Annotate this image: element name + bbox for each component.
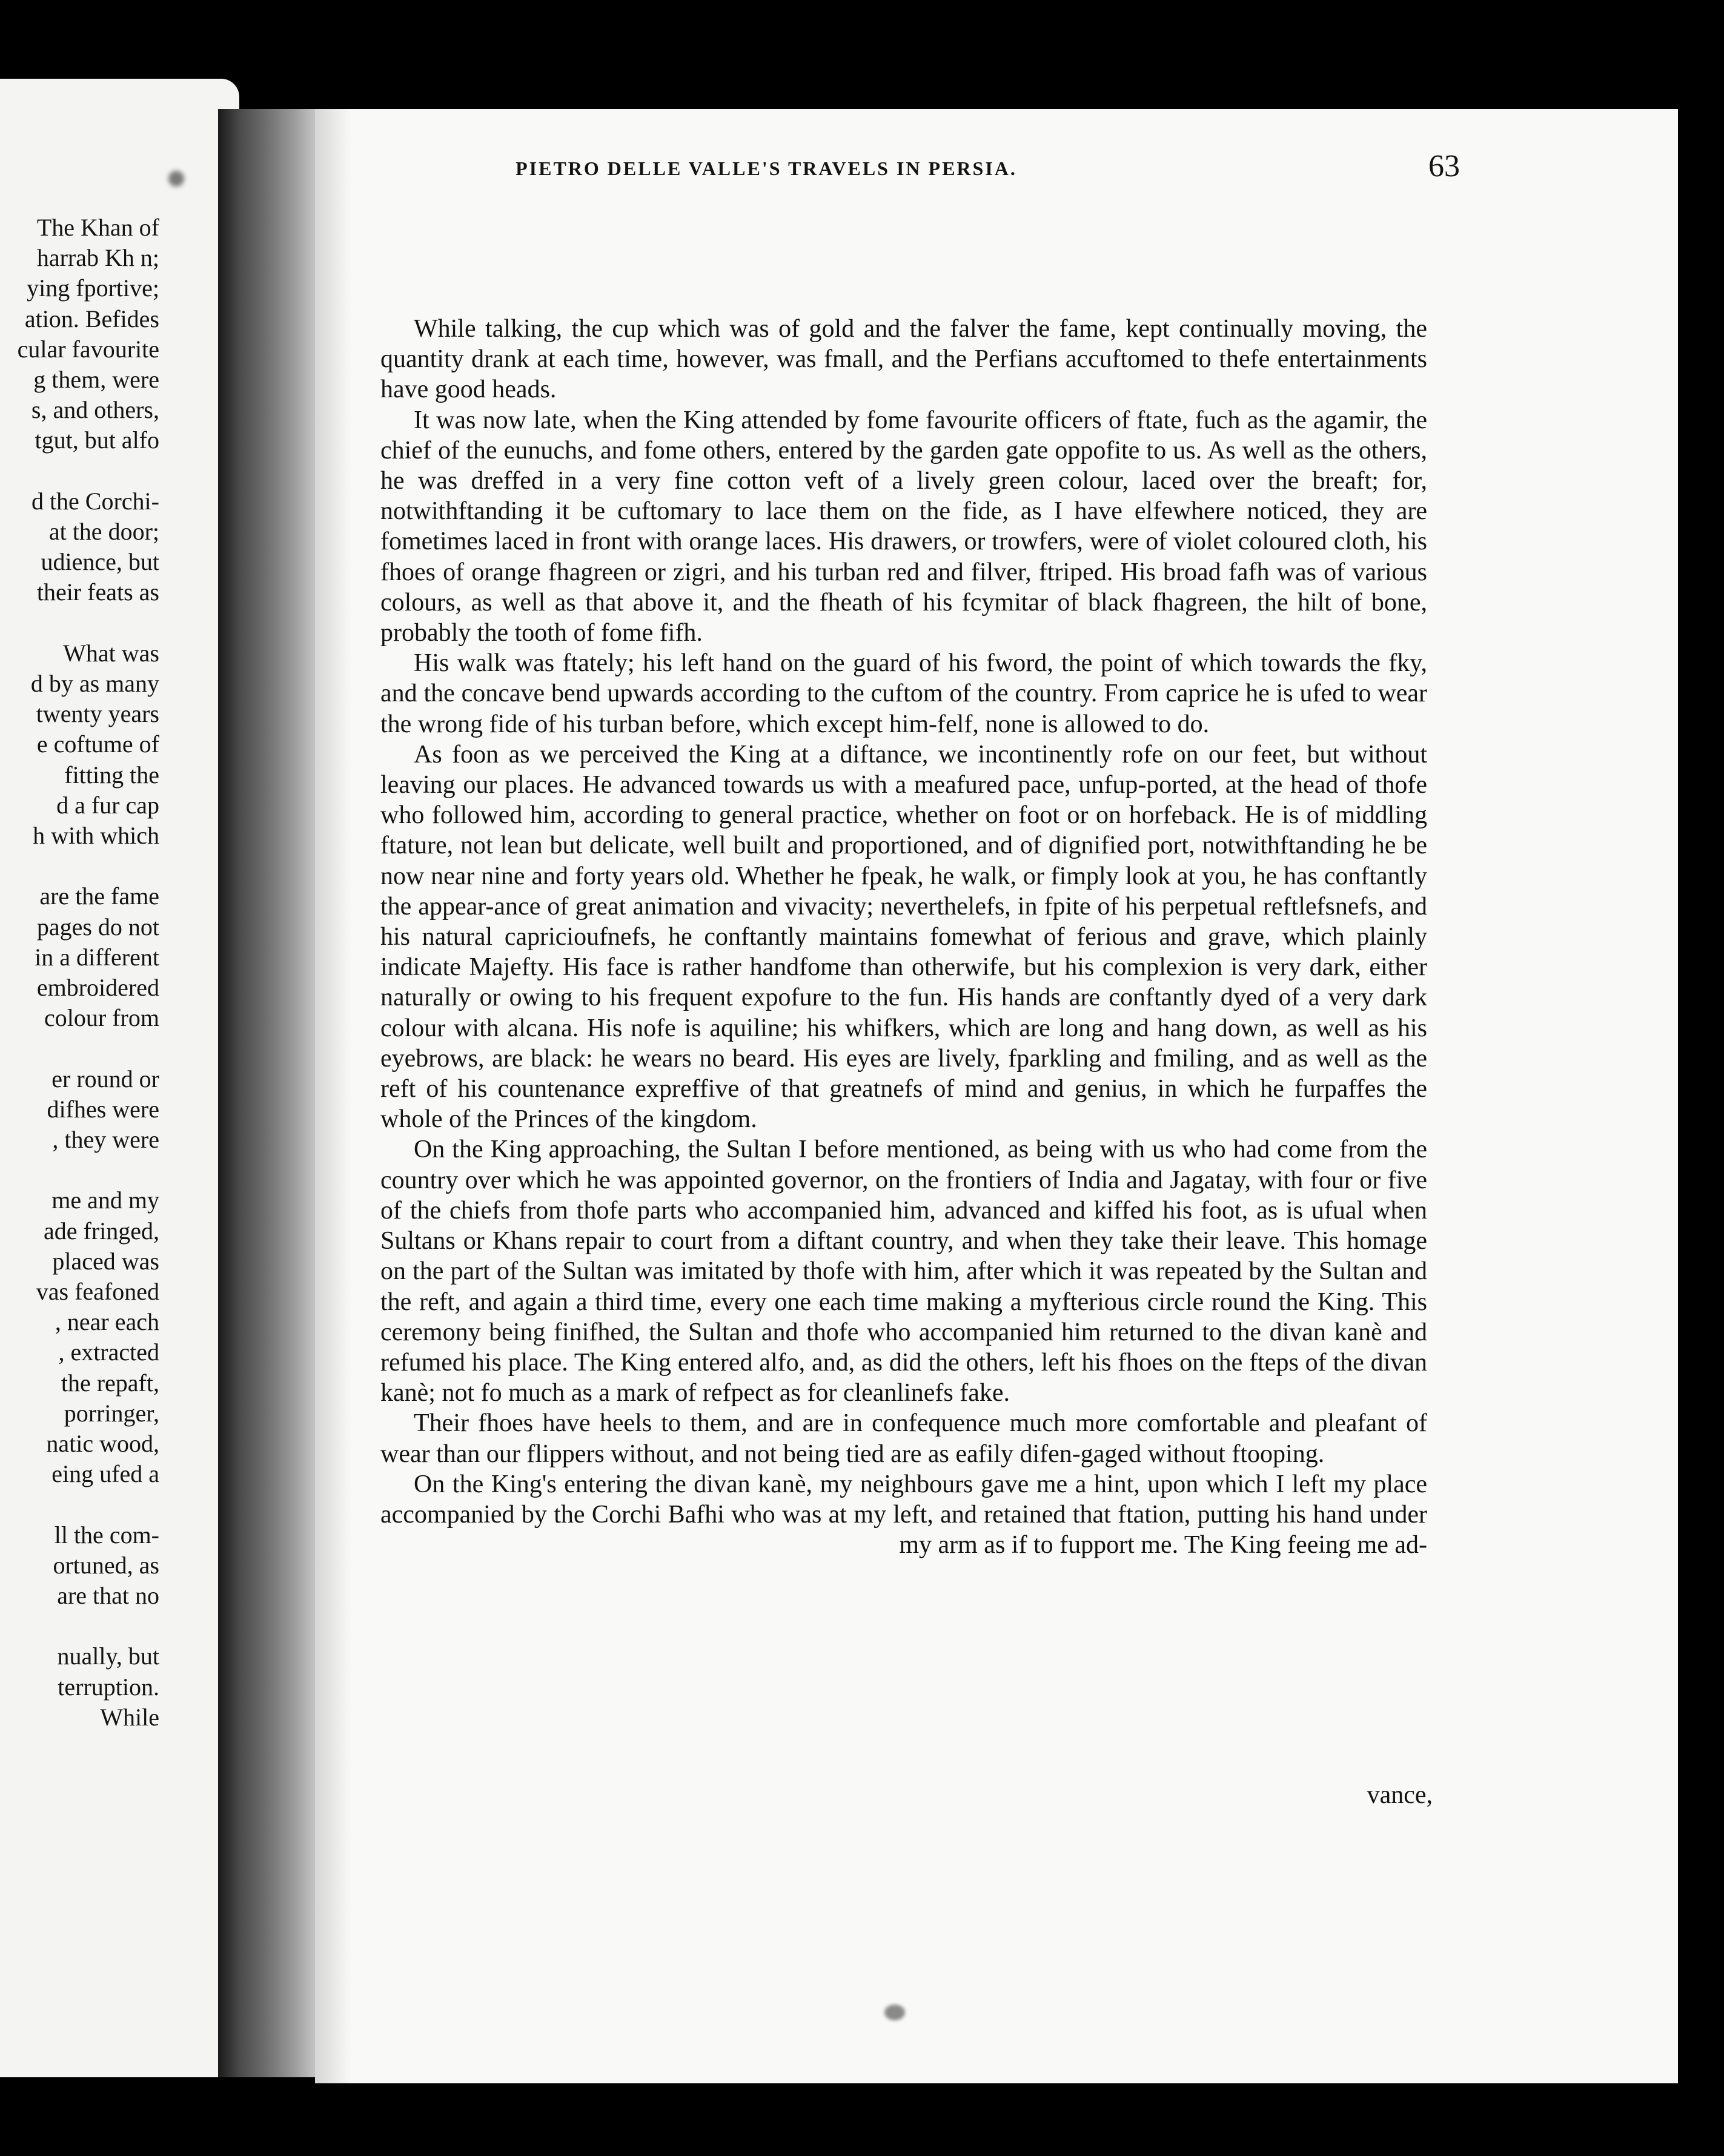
left-page-line: vas feafoned	[36, 1278, 159, 1305]
page-blemish	[884, 2005, 905, 2020]
paragraph-3: His walk was ftately; his left hand on the guard of his fword, the point of which towards the fky, and the concave bend upwards according to the cuftom of the country. From caprice he is ufed to wear the wrong fide of his turban before, which except him-felf, none is allowed to do.	[380, 649, 1427, 738]
left-page-line: their feats as	[36, 578, 159, 606]
left-page-line: embroidered	[36, 974, 159, 1001]
page-number: 63	[1428, 149, 1460, 184]
left-page-line: d the Corchi-	[31, 487, 159, 515]
left-page-line: placed was	[52, 1247, 159, 1275]
left-page-line: me and my	[51, 1186, 159, 1214]
left-page-line: ade fringed,	[43, 1217, 159, 1245]
left-page-line: g them, were	[33, 366, 159, 393]
left-page-line: ying fportive;	[27, 274, 159, 302]
left-page-line: , they were	[52, 1126, 159, 1153]
left-page-line: fitting the	[64, 761, 159, 789]
catchword: vance,	[1367, 1781, 1433, 1809]
body-text	[380, 314, 1427, 1560]
left-page-line: colour from	[44, 1004, 159, 1032]
page-blemish	[168, 171, 184, 187]
paragraph-1: While talking, the cup which was of gold and the falver the fame, kept continually moving, the quantity drank at each time, however, was fmall, and the Perfians accuftomed to thefe entertainments have good heads.	[380, 315, 1427, 404]
left-page-line: e coftume of	[36, 730, 159, 758]
left-page-line: are that no	[57, 1582, 159, 1609]
left-page-line: , near each	[55, 1308, 159, 1336]
left-page-line: are the fame	[39, 882, 159, 910]
left-page-line: udience, but	[41, 548, 159, 576]
left-page-line: porringer,	[64, 1399, 159, 1427]
left-page-line: harrab Kh n;	[36, 244, 159, 272]
page-edge-shade	[315, 109, 351, 2083]
paragraph-4: As foon as we perceived the King at a diftance, we incontinently rofe on our feet, but without leaving our places. He advanced towards us with a meafured pace, unfup-ported, at the head of thofe who followed him, according to general practice, whether on foot or on horfeback. He is of middling ftature, not lean but delicate, well built and proportioned, and of dignified port, notwithftanding he be now near nine and forty years old. Whether he fpeak, he walk, or fimply look at you, he has conftantly the appear-ance of great animation and vivacity; neverthelefs, in fpite of his perpetual reftlefsnefs, and his natural capricioufnefs, he conftantly maintains fomewhat of ferious and grave, which plainly indicate Majefty. His face is rather handfome than otherwife, but his complexion is very dark, either naturally or owing to his frequent expofure to the fun. His hands are conftantly dyed of a very dark colour with alcana. His nofe is aquiline; his whifkers, which are long and hang down, as well as his eyebrows, are black: he wears no beard. His eyes are lively, fparkling and fmiling, and as well as the reft of his countenance expreffive of that greatnefs of mind and genius, in which he furpaffes the whole of the Princes of the kingdom.	[380, 740, 1427, 1134]
left-page-line: While	[100, 1703, 159, 1731]
left-page-line: cular favourite	[17, 335, 159, 363]
left-page-line: ortuned, as	[53, 1551, 159, 1579]
paragraph-5: On the King approaching, the Sultan I before mentioned, as being with us who had come from the country over which he was appointed governor, on the frontiers of India and Jagatay, with four or five of the chiefs from thofe parts who accompanied him, advanced and kiffed his foot, as is ufual when Sultans or Khans repair to court from a diftant country, and when they take their leave. This homage on the part of the Sultan was imitated by thofe with him, after which it was repeated by the Sultan and the reft, and again a third time, every one each time making a myfterious circle round the King. This ceremony being finifhed, the Sultan and thofe who accompanied him returned to the divan kanè and refumed his place. The King entered alfo, and, as did the others, left his fhoes on the fteps of the divan kanè; not fo much as a mark of refpect as for cleanlinefs fake.	[380, 1136, 1427, 1407]
running-head: PIETRO DELLE VALLE'S TRAVELS IN PERSIA.	[516, 157, 1017, 179]
left-page-line: nually, but	[57, 1642, 159, 1670]
left-page-line: in a different	[35, 943, 159, 971]
paragraph-6: Their fhoes have heels to them, and are in confequence much more comfortable and pleafant of wear than our flippers without, and not being tied are as eafily difen-gaged without ftooping.	[380, 1409, 1427, 1468]
left-page-line: the repaft,	[61, 1369, 159, 1397]
left-page-line: , extracted	[58, 1338, 159, 1366]
left-facing-page	[0, 79, 239, 2077]
left-page-line: eing ufed a	[51, 1460, 159, 1488]
left-page-line: natic wood,	[46, 1430, 159, 1457]
left-page-line: at the door;	[48, 518, 159, 545]
left-page-line: tgut, but alfo	[35, 426, 159, 454]
left-page-line: ation. Befides	[24, 305, 159, 332]
left-page-line: ll the com-	[54, 1521, 159, 1549]
left-page-line: difhes were	[47, 1095, 159, 1123]
left-page-line: pages do not	[36, 913, 159, 941]
left-page-line: s, and others,	[31, 396, 159, 424]
left-page-line: What was	[63, 639, 159, 667]
left-page-line: d a fur cap	[56, 791, 159, 819]
left-page-line: h with which	[33, 822, 159, 849]
left-page-line: twenty years	[36, 700, 159, 728]
paragraph-2: It was now late, when the King attended by fome favourite officers of ftate, fuch as the agamir, the chief of the eunuchs, and fome others, entered by the garden gate oppofite to us. As well as the others, he was dreffed in a very fine cotton veft of a lively green colour, laced over the breaft; for, notwithftanding it be cuftomary to lace them on the fide, as I have elfewhere noticed, they are fometimes laced in front with orange laces. His drawers, or trowfers, were of violet coloured cloth, his fhoes of orange fhagreen or zigri, and his turban red and filver, ftriped. His broad fafh was of various colours, as well as that above it, and the fheath of his fcymitar of black fhagreen, the hilt of bone, probably the tooth of fome fifh.	[380, 406, 1427, 647]
paragraph-7: On the King's entering the divan kanè, my neighbours gave me a hint, upon which I left my place accompanied by the Corchi Bafhi who was at my left, and retained that ftation, putting his hand under my arm as if to fupport me. The King feeing me ad-	[380, 1470, 1427, 1559]
left-page-line: d by as many	[30, 670, 159, 697]
left-page-line: terruption.	[58, 1673, 159, 1701]
left-page-line: er round or	[51, 1065, 159, 1093]
left-page-line: The Khan of	[36, 214, 159, 241]
